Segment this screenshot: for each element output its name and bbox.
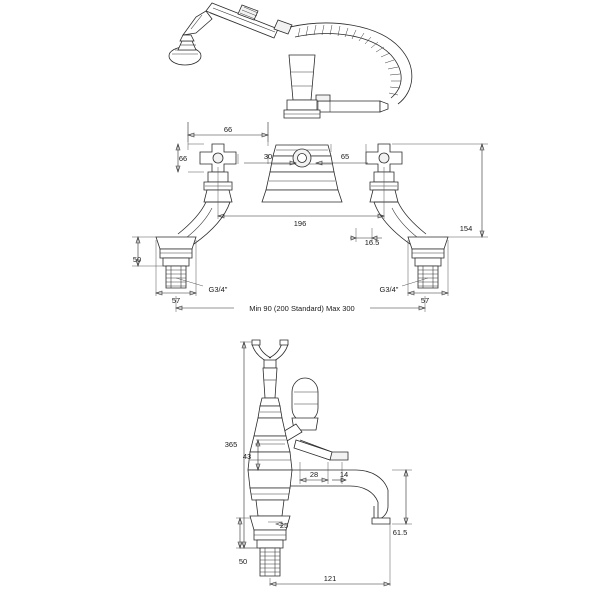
dim-61-5: 61.5	[392, 528, 408, 537]
mixer-body	[262, 145, 342, 202]
dim-14: 14	[339, 470, 349, 479]
left-union-base	[156, 237, 196, 288]
dim-196: 196	[293, 219, 307, 228]
central-spout	[284, 55, 320, 118]
right-union-base	[408, 237, 448, 288]
note-tap-centres: Min 90 (200 Standard) Max 300	[249, 304, 355, 313]
dim-57-left: 57	[171, 296, 181, 305]
dim-30: 30	[263, 152, 273, 161]
riser-column	[258, 368, 282, 418]
dim-65: 65	[340, 152, 350, 161]
dim-50-lower: 50	[238, 557, 248, 566]
side-body	[248, 418, 292, 470]
dim-25: 25	[279, 521, 289, 530]
dim-121: 121	[323, 574, 337, 583]
dim-57-right: 57	[420, 296, 430, 305]
shower-handset	[169, 3, 292, 65]
dim-154: 154	[459, 224, 473, 233]
label-thread-left: G3/4"	[208, 285, 228, 294]
dim-365: 365	[224, 440, 238, 449]
dim-66-top: 66	[223, 125, 233, 134]
dim-16-5: 16.5	[364, 238, 380, 247]
shower-outlet-nozzle	[310, 95, 388, 112]
side-elevation-geometry	[248, 340, 390, 576]
handset-cradle	[252, 340, 288, 368]
dim-66-left: 66	[178, 154, 188, 163]
front-elevation-geometry	[156, 3, 448, 288]
dim-28: 28	[309, 470, 319, 479]
label-thread-right: G3/4"	[379, 285, 399, 294]
dim-50-left: 50	[132, 255, 142, 264]
dim-43: 43	[242, 452, 252, 461]
